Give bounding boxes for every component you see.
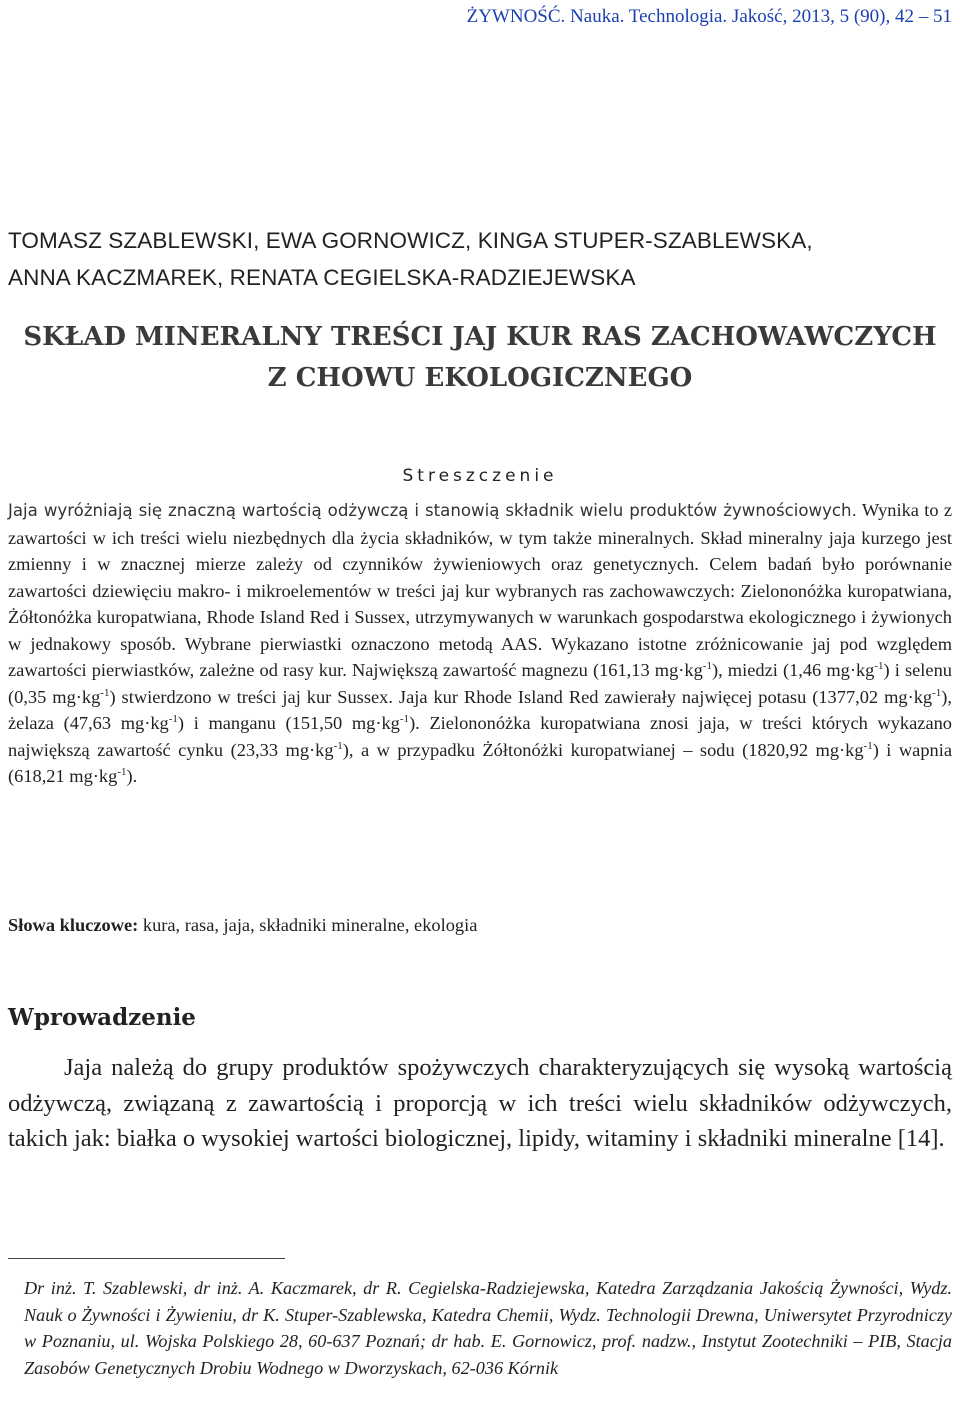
- exponent: -1: [399, 712, 410, 725]
- text-fragment: ), a w przypadku Żółtonóżki kuropatwianej – sodu (1820,92 mg·kg: [342, 739, 864, 760]
- abstract-sentence-6: Wykazano istotne zróżnicowanie jaj pod względem zawartości pierwiastków, zależne od rasy kur.: [8, 633, 953, 680]
- authors: [8, 222, 952, 296]
- text-fragment: ) stwierdzono w treści jaj kur Sussex.: [109, 686, 393, 707]
- keywords-text: kura, rasa, jaja, składniki mineralne, ekologia: [142, 915, 478, 935]
- exponent: -1: [333, 739, 343, 752]
- abstract-sentence-3: Skład mineralny jaja kurzego jest zmienny i w znacznej mierze zależy od czynników żywieniowych oraz genetycznych.: [8, 527, 952, 574]
- keywords-label: Słowa kluczowe:: [8, 915, 139, 935]
- abstract-body: [8, 497, 952, 790]
- title-line-1: SKŁAD MINERALNY TREŚCI JAJ KUR RAS ZACHOWAWCZYCH: [23, 322, 937, 352]
- abstract-sentence-2: Wynika to z zawartości w ich treści wielu niezbędnych dla życia składników, w tym także mineralnych.: [8, 500, 952, 548]
- exponent: -1: [100, 686, 110, 699]
- text-fragment: Największą zawartość magnezu (161,13 mg·kg: [351, 660, 703, 680]
- abstract-sentence-4: Celem badań było porównanie zawartości dziewięciu makro- i mikroelementów w treści jaj kur wybranych ras zachowawczych: Zielononóżka kuropatwiana, Żółtonóżka kuropatwiana, Rhode Island Red i Sussex, utrzymywanych w warunkach gospodarstwa ekologicznego i żywionych w jednakowy sposób.: [8, 554, 952, 654]
- text-fragment: ).: [409, 713, 420, 733]
- exponent: -1: [702, 659, 712, 672]
- author-affiliations-footnote: Dr inż. T. Szablewski, dr inż. A. Kaczmarek, dr R. Cegielska-Radziejewska, Katedra Zarządzania Jakością Żywności, Wydz. Nauk o Żywności i Żywieniu, dr K. Stuper-Szablewska, Katedra Chemii, Wydz. Technologii Drewna, Uniwersytet Przyrodniczy w Poznaniu, ul. Wojska Polskiego 28, 60-637 Poznań; dr hab. E. Gornowicz, prof. nadzw., Instytut Zootechniki – PIB, Stacja Zasobów Genetycznych Drobiu Wodnego w Dworzyskach, 62-036 Kórnik: [24, 1278, 952, 1378]
- title-line-2: Z CHOWU EKOLOGICZNEGO: [267, 363, 693, 393]
- journal-header: ŻYWNOŚĆ. Nauka. Technologia. Jakość, 2013, 5 (90), 42 – 51: [466, 6, 952, 27]
- text-fragment: ) i manganu (151,50 mg·kg: [177, 713, 400, 733]
- keywords: [8, 912, 952, 938]
- section-heading-introduction: Wprowadzenie: [8, 1004, 196, 1031]
- text-fragment: ) i wapnia (618,21 mg·kg: [8, 739, 952, 786]
- introduction-paragraph: Jaja należą do grupy produktów spożywczych charakteryzujących się wysoką wartością odżywczą, związaną z zawartością i proporcją w ich treści wielu składników odżywczych, takich jak: białka o wysokiej wartości biologicznej, lipidy, witaminy i składniki mineralne [14].: [8, 1054, 952, 1152]
- exponent: -1: [168, 712, 178, 725]
- article-title: [8, 317, 952, 399]
- text-fragment: ), żelaza (47,63 mg·kg: [8, 686, 953, 733]
- footnote-divider: [8, 1258, 285, 1259]
- abstract-heading: Streszczenie: [402, 466, 558, 486]
- authors-line-1: TOMASZ SZABLEWSKI, EWA GORNOWICZ, KINGA STUPER-SZABLEWSKA,: [8, 228, 813, 253]
- exponent: -1: [874, 659, 884, 672]
- text-fragment: Zielononóżka kuropatwiana znosi jaja, w treści których wykazano największą zawartość cynku (23,33 mg·kg: [8, 713, 953, 760]
- text-fragment: ) i selenu (0,35 mg·kg: [8, 660, 952, 707]
- exponent: -1: [863, 739, 873, 752]
- exponent: -1: [932, 686, 942, 699]
- authors-line-2: ANNA KACZMAREK, RENATA CEGIELSKA-RADZIEJEWSKA: [8, 265, 636, 290]
- exponent: -1: [117, 765, 127, 778]
- abstract-sentence-5: Wybrane pierwiastki oznaczono metodą AAS.: [184, 633, 543, 654]
- text-fragment: ), miedzi (1,46 mg·kg: [711, 660, 875, 680]
- text-fragment: Jaja kur Rhode Island Red zawierały najwięcej potasu (1377,02 mg·kg: [398, 686, 933, 707]
- abstract-sentence-1: Jaja wyróżniają się znaczną wartością odżywczą i stanowią składnik wielu produktów żywnościowych.: [8, 501, 857, 520]
- text-fragment: ).: [126, 766, 138, 786]
